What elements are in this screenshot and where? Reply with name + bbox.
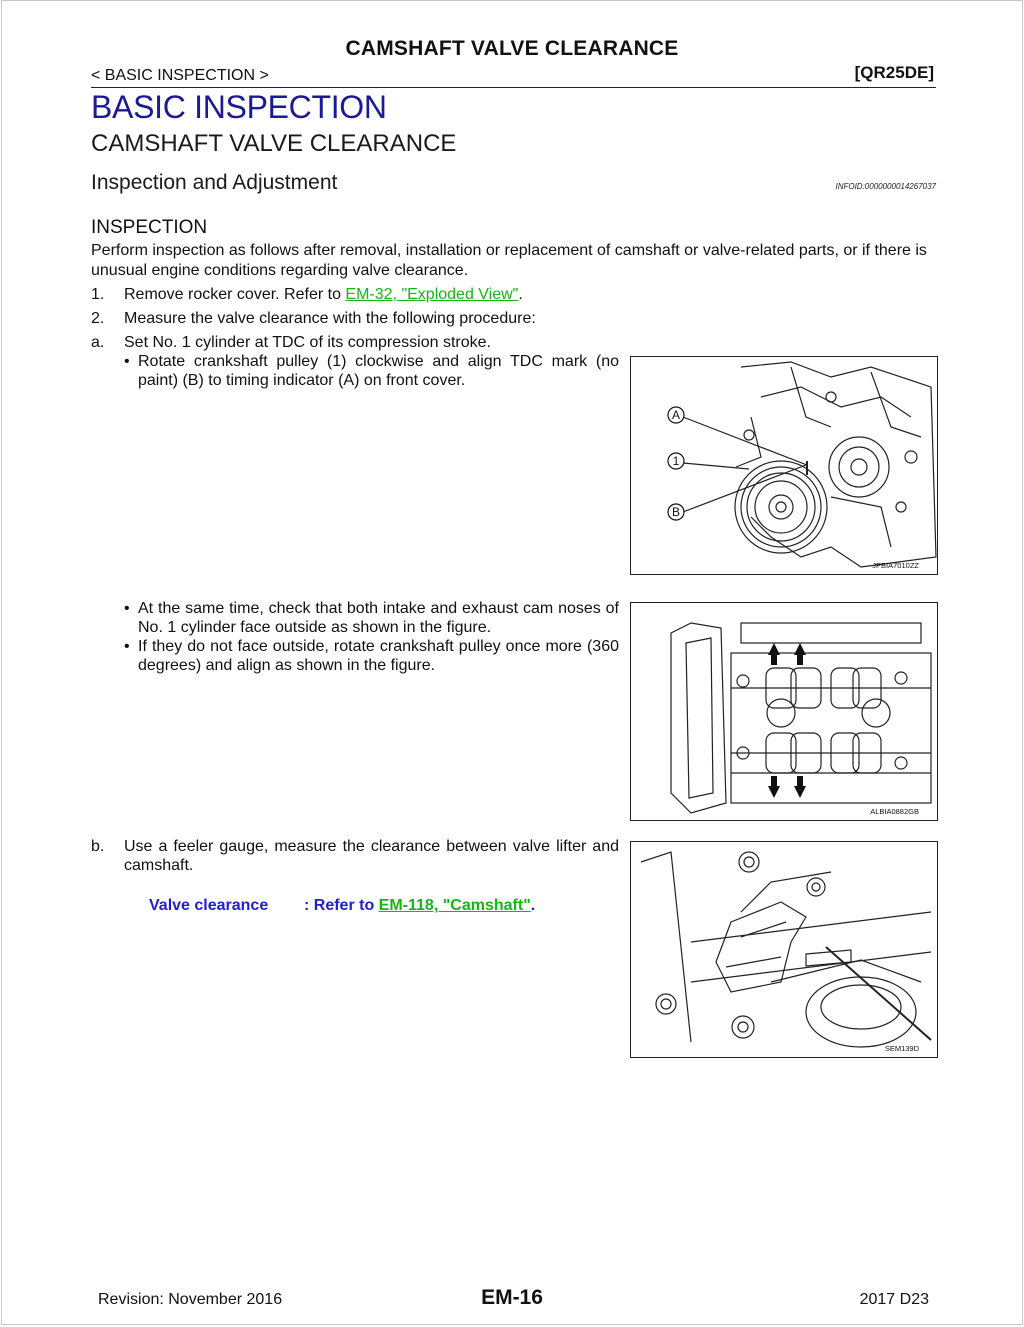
bullet-text: At the same time, check that both intake and exhaust cam noses of No. 1 cylinder face outside as shown in the figure.: [138, 600, 619, 636]
bullet-text: Rotate crankshaft pulley (1) clockwise and align TDC mark (no paint) (B) to timing indicator (A) on front cover.: [138, 353, 619, 389]
bullet-mark: •: [124, 638, 130, 655]
bullet-mark: •: [124, 353, 130, 370]
intro-paragraph: Perform inspection as follows after removal, installation or replacement of camshaft or valve-related parts, or if there is unusual engine conditions regarding valve clearance.: [91, 242, 927, 279]
header-model: [QR25DE]: [854, 63, 934, 82]
sub-heading: CAMSHAFT VALVE CLEARANCE: [91, 130, 457, 157]
feeler-gauge-illustration: [631, 842, 937, 1057]
pulley-illustration: [631, 357, 937, 574]
footer-model-year: 2017 D23: [859, 1291, 929, 1308]
camshaft-link[interactable]: EM-118, "Camshaft": [378, 897, 531, 914]
spec-reference-text: : Refer to: [304, 897, 379, 914]
step-text: [124, 285, 523, 305]
figure-crankshaft-pulley: [630, 356, 938, 575]
camshaft-illustration: [631, 603, 937, 820]
bullet-text: If they do not face outside, rotate crankshaft pulley once more (360 degrees) and align as shown in the figure.: [138, 638, 619, 674]
step-text-before: Remove rocker cover. Refer to: [124, 286, 346, 303]
step-text: Use a feeler gauge, measure the clearance between valve lifter and camshaft.: [124, 838, 619, 874]
info-id: INFOID:0000000014267037: [835, 182, 936, 191]
manual-page: [1, 0, 1023, 1325]
figure-feeler-gauge: [630, 841, 938, 1058]
spec-label: Valve clearance: [149, 897, 269, 914]
footer-revision: Revision: November 2016: [98, 1291, 283, 1308]
step-text: Set No. 1 cylinder at TDC of its compression stroke.: [124, 334, 491, 351]
step-number: 2.: [91, 310, 105, 327]
spec-reference: [304, 897, 535, 915]
footer-page-number: EM-16: [481, 1286, 543, 1309]
callout-a: A: [671, 408, 681, 422]
callout-1: 1: [672, 454, 680, 468]
step-number: a.: [91, 334, 105, 351]
callout-b: B: [671, 505, 681, 519]
header-section: < BASIC INSPECTION >: [91, 67, 269, 84]
header-rule: [91, 87, 936, 88]
inspection-heading: INSPECTION: [91, 217, 208, 238]
exploded-view-link[interactable]: EM-32, "Exploded View": [345, 286, 519, 303]
step-number: b.: [91, 838, 105, 855]
topic-heading: Inspection and Adjustment: [91, 171, 338, 194]
figure-code: JPBIA7010ZZ: [872, 561, 919, 570]
header-title: CAMSHAFT VALVE CLEARANCE: [345, 37, 679, 60]
main-heading: BASIC INSPECTION: [91, 89, 387, 125]
bullet-mark: •: [124, 600, 130, 617]
figure-code: ALBIA0882GB: [870, 807, 919, 816]
step-text: Measure the valve clearance with the following procedure:: [124, 310, 536, 327]
step-text-after: .: [518, 286, 523, 303]
spec-reference-after: .: [530, 897, 536, 914]
figure-code: SEM139D: [884, 1044, 919, 1053]
figure-camshaft-noses: [630, 602, 938, 821]
step-number: 1.: [91, 286, 105, 303]
